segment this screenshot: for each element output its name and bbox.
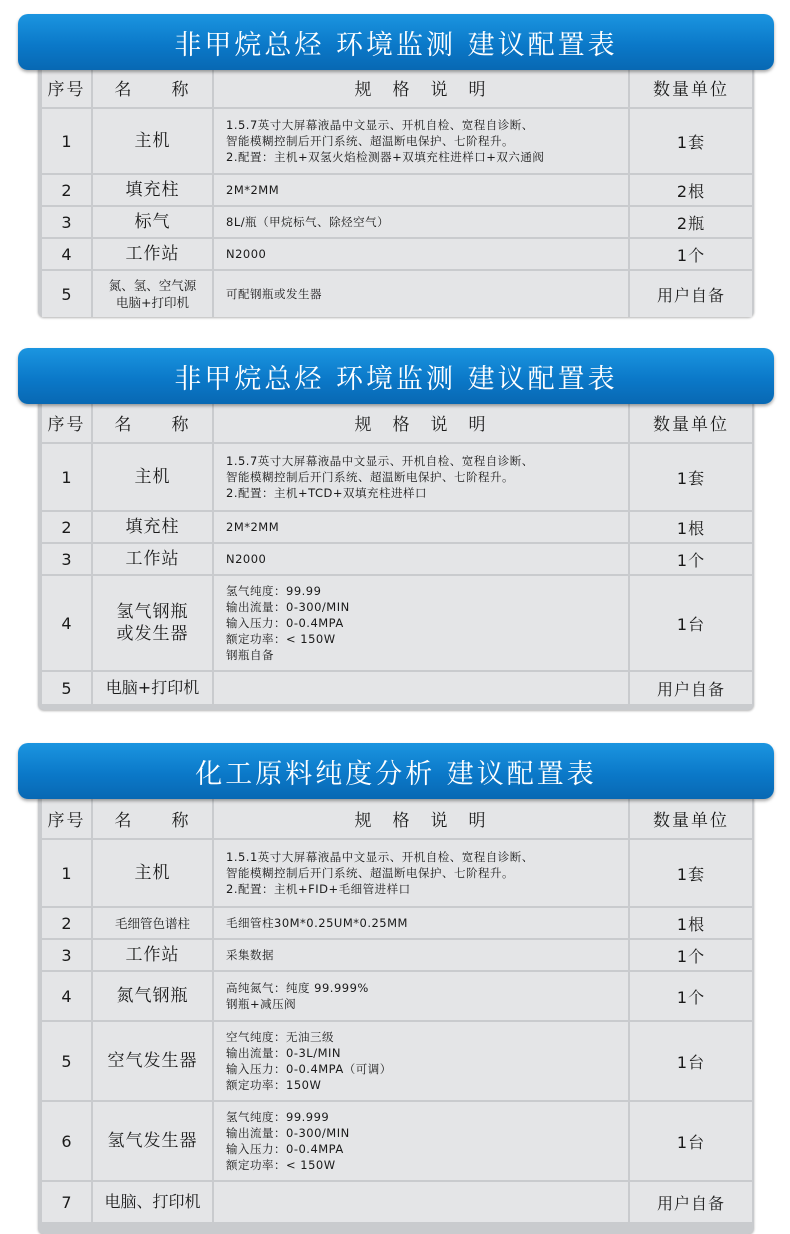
- spec-line: 2M*2MM: [226, 520, 280, 534]
- table-row: [42, 444, 752, 510]
- spec-line: 8L/瓶（甲烷标气、除烃空气）: [226, 215, 390, 229]
- table-row: [42, 1182, 752, 1222]
- row-spec: [214, 109, 628, 173]
- table-row: [42, 544, 752, 574]
- row-idx: 3: [42, 544, 91, 574]
- row-name: 氮气钢瓶: [93, 972, 212, 1020]
- spec-line: 智能模糊控制后开门系统、超温断电保护、七阶程升。: [226, 470, 514, 484]
- row-name: 空气发生器: [93, 1022, 212, 1100]
- table-row: [42, 672, 752, 704]
- row-spec: [214, 940, 628, 970]
- row-qty: 用户自备: [630, 271, 752, 317]
- row-spec: [214, 1182, 628, 1222]
- table-header-row: [42, 798, 752, 838]
- row-idx: 4: [42, 972, 91, 1020]
- row-spec: [214, 840, 628, 906]
- spec-line: N2000: [226, 247, 267, 261]
- row-name: 填充柱: [93, 512, 212, 542]
- header-name: 名 称: [93, 68, 212, 107]
- header-idx: 序号: [42, 798, 91, 838]
- config-table: [40, 400, 754, 706]
- row-idx: 5: [42, 672, 91, 704]
- row-qty: 1台: [630, 1102, 752, 1180]
- row-qty: 1台: [630, 576, 752, 670]
- header-spec: 规 格 说 明: [214, 68, 628, 107]
- row-idx: 2: [42, 908, 91, 938]
- row-name: 主机: [93, 840, 212, 906]
- table-header-row: [42, 402, 752, 442]
- table-row: [42, 109, 752, 173]
- table-row: [42, 271, 752, 317]
- section-title: 非甲烷总烃 环境监测 建议配置表: [18, 14, 774, 70]
- spec-line: 可配钢瓶或发生器: [226, 287, 322, 301]
- row-qty: 1台: [630, 1022, 752, 1100]
- row-qty: 用户自备: [630, 1182, 752, 1222]
- spec-line: 额定功率：< 150W: [226, 632, 336, 646]
- row-qty: 1个: [630, 544, 752, 574]
- row-name: 工作站: [93, 239, 212, 269]
- table-row: [42, 1102, 752, 1180]
- row-spec: [214, 544, 628, 574]
- row-qty: 用户自备: [630, 672, 752, 704]
- row-name: 填充柱: [93, 175, 212, 205]
- section-title: 非甲烷总烃 环境监测 建议配置表: [18, 348, 774, 404]
- config-table: [40, 66, 754, 319]
- spec-line: 智能模糊控制后开门系统、超温断电保护、七阶程升。: [226, 134, 514, 148]
- row-qty: 1个: [630, 972, 752, 1020]
- row-spec: [214, 512, 628, 542]
- row-name: 氢气钢瓶 或发生器: [93, 576, 212, 670]
- row-name: 电脑、打印机: [93, 1182, 212, 1222]
- table-row: [42, 940, 752, 970]
- row-spec: [214, 207, 628, 237]
- header-name: 名 称: [93, 402, 212, 442]
- row-name: 主机: [93, 109, 212, 173]
- table-row: [42, 840, 752, 906]
- spec-line: 采集数据: [226, 948, 274, 962]
- spec-line: 2.配置：主机+双氢火焰检测器+双填充柱进样口+双六通阀: [226, 150, 545, 164]
- row-qty: 1套: [630, 444, 752, 510]
- row-idx: 1: [42, 840, 91, 906]
- table-row: [42, 512, 752, 542]
- spec-line: 输出流量：0-300/MIN: [226, 600, 350, 614]
- row-idx: 3: [42, 940, 91, 970]
- row-spec: [214, 972, 628, 1020]
- table-row: [42, 908, 752, 938]
- row-qty: 1根: [630, 908, 752, 938]
- spec-line: 2.配置：主机+TCD+双填充柱进样口: [226, 486, 427, 500]
- row-name: 工作站: [93, 940, 212, 970]
- table-row: [42, 207, 752, 237]
- row-idx: 3: [42, 207, 91, 237]
- spec-line: 2M*2MM: [226, 183, 280, 197]
- header-name: 名 称: [93, 798, 212, 838]
- row-idx: 1: [42, 109, 91, 173]
- row-idx: 1: [42, 444, 91, 510]
- spec-line: 1.5.7英寸大屏幕液晶中文显示、开机自检、宽程自诊断、: [226, 454, 534, 468]
- header-qty: 数量单位: [630, 402, 752, 442]
- row-idx: 5: [42, 1022, 91, 1100]
- spec-line: 2.配置：主机+FID+毛细管进样口: [226, 882, 411, 896]
- row-idx: 2: [42, 512, 91, 542]
- spec-line: 智能模糊控制后开门系统、超温断电保护、七阶程升。: [226, 866, 514, 880]
- spec-line: 额定功率：< 150W: [226, 1158, 336, 1172]
- spec-line: 输入压力：0-0.4MPA: [226, 616, 344, 630]
- row-spec: [214, 271, 628, 317]
- header-idx: 序号: [42, 402, 91, 442]
- row-idx: 2: [42, 175, 91, 205]
- row-spec: [214, 175, 628, 205]
- row-name: 标气: [93, 207, 212, 237]
- spec-line: N2000: [226, 552, 267, 566]
- table-row: [42, 576, 752, 670]
- config-table: [40, 796, 754, 1224]
- row-idx: 4: [42, 239, 91, 269]
- spec-line: 氢气纯度：99.999: [226, 1110, 330, 1124]
- row-qty: 1个: [630, 940, 752, 970]
- row-name: 主机: [93, 444, 212, 510]
- spec-line: 输出流量：0-3L/MIN: [226, 1046, 341, 1060]
- row-qty: 1套: [630, 840, 752, 906]
- spec-line: 输入压力：0-0.4MPA（可调）: [226, 1062, 392, 1076]
- spec-line: 1.5.7英寸大屏幕液晶中文显示、开机自检、宽程自诊断、: [226, 118, 534, 132]
- row-spec: [214, 239, 628, 269]
- row-qty: 2根: [630, 175, 752, 205]
- row-name: 氢气发生器: [93, 1102, 212, 1180]
- header-spec: 规 格 说 明: [214, 798, 628, 838]
- row-qty: 2瓶: [630, 207, 752, 237]
- spec-line: 氢气纯度：99.99: [226, 584, 322, 598]
- spec-line: 空气纯度：无油三级: [226, 1030, 334, 1044]
- spec-line: 高纯氮气：纯度 99.999%: [226, 981, 369, 995]
- row-spec: [214, 1102, 628, 1180]
- row-spec: [214, 576, 628, 670]
- spec-line: 输入压力：0-0.4MPA: [226, 1142, 344, 1156]
- table-row: [42, 972, 752, 1020]
- spec-line: 1.5.1英寸大屏幕液晶中文显示、开机自检、宽程自诊断、: [226, 850, 534, 864]
- row-idx: 7: [42, 1182, 91, 1222]
- table-row: [42, 1022, 752, 1100]
- row-qty: 1套: [630, 109, 752, 173]
- row-name: 工作站: [93, 544, 212, 574]
- header-qty: 数量单位: [630, 68, 752, 107]
- row-idx: 4: [42, 576, 91, 670]
- header-spec: 规 格 说 明: [214, 402, 628, 442]
- table-header-row: [42, 68, 752, 107]
- table-row: [42, 175, 752, 205]
- row-idx: 5: [42, 271, 91, 317]
- row-name: 电脑+打印机: [93, 672, 212, 704]
- spec-line: 毛细管柱30M*0.25UM*0.25MM: [226, 916, 408, 930]
- spec-line: 输出流量：0-300/MIN: [226, 1126, 350, 1140]
- row-spec: [214, 1022, 628, 1100]
- row-qty: 1个: [630, 239, 752, 269]
- header-idx: 序号: [42, 68, 91, 107]
- header-qty: 数量单位: [630, 798, 752, 838]
- row-spec: [214, 444, 628, 510]
- row-name: 氮、氢、空气源 电脑+打印机: [93, 271, 212, 317]
- spec-line: 钢瓶+减压阀: [226, 997, 297, 1011]
- row-idx: 6: [42, 1102, 91, 1180]
- table-row: [42, 239, 752, 269]
- spec-line: 额定功率：150W: [226, 1078, 322, 1092]
- spec-line: 钢瓶自备: [226, 648, 274, 662]
- row-spec: [214, 672, 628, 704]
- row-qty: 1根: [630, 512, 752, 542]
- section-title: 化工原料纯度分析 建议配置表: [18, 743, 774, 799]
- row-spec: [214, 908, 628, 938]
- row-name: 毛细管色谱柱: [93, 908, 212, 938]
